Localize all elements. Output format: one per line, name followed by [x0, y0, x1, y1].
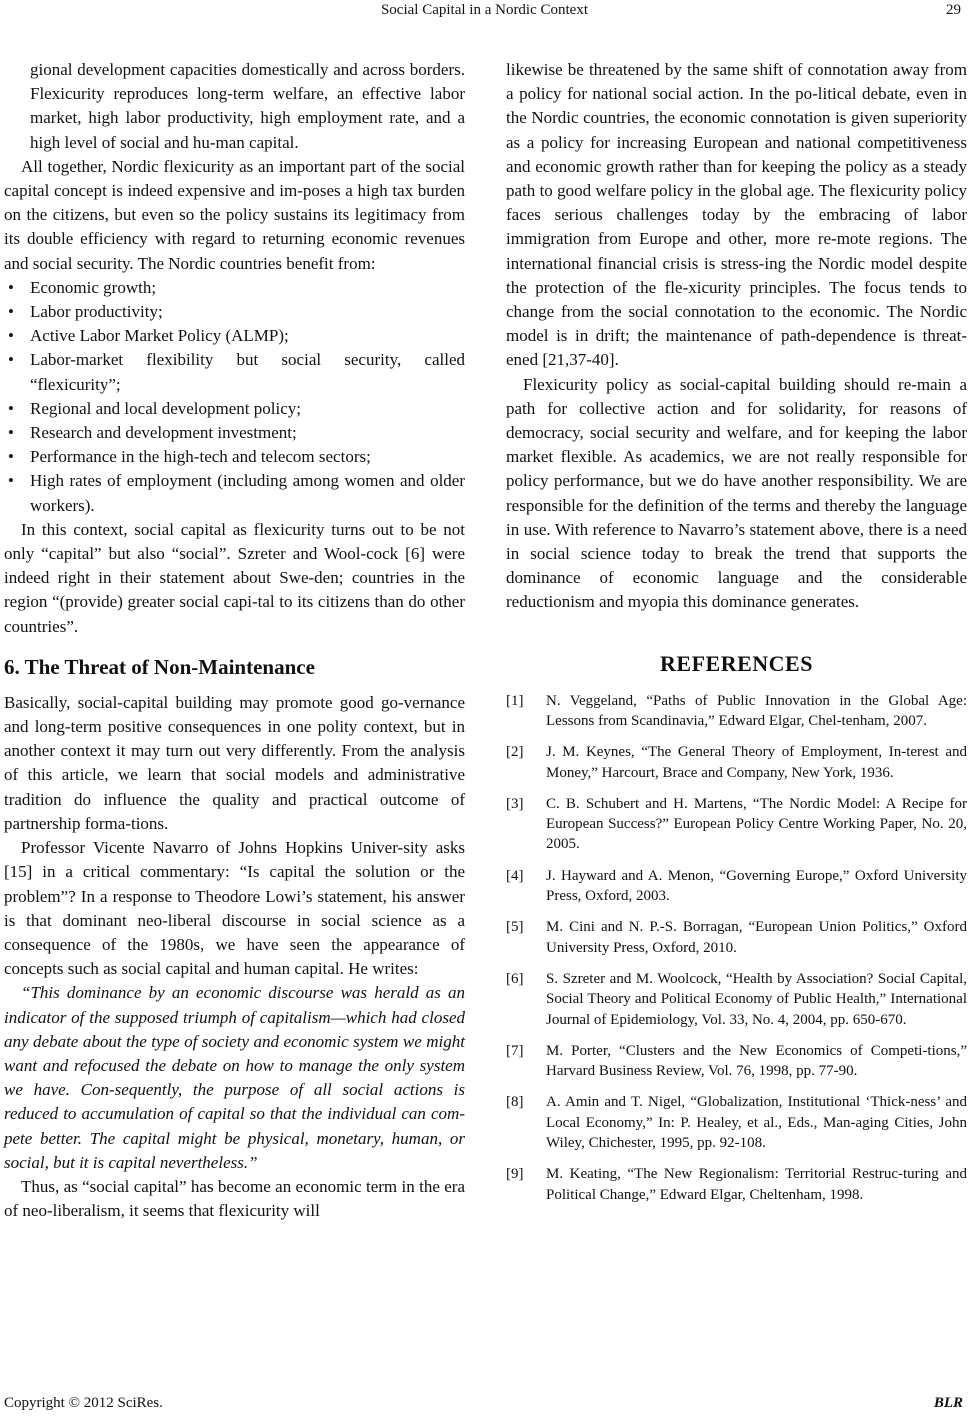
- paragraph-flexicurity: Flexicurity policy as social-capital building should re-main a path for collective action and for solidarity, for reasons of democracy, social security and welfare, and for keeping the labor market flexible. As academics, we are not really responsible for policy performance, but we do have another responsibility. We are responsible for the definition of the terms and thereby the language in use. With reference to Navarro’s statement above, there is a need in social science today to break the trend that supports the dominance of economic language and the considerable reductionism and myopia this dominance generates.: [506, 374, 967, 612]
- paragraph-context: In this context, social capital as flexicurity turns out to be not only “capital” but also “social”. Szreter and Wool-cock [6] were indeed right in their statement about Swe-den; countries in the region “(provide) greater social capi-tal to its citizens than do other countries”.: [4, 519, 465, 636]
- paragraph-thus: Thus, as “social capital” has become an economic term in the era of neo-liberalism, it seems that flexicurity will: [4, 1176, 465, 1221]
- reference-number: [6]: [506, 970, 524, 987]
- reference-text: S. Szreter and M. Woolcock, “Health by Association? Social Capital, Social Theory and Political Economy of Public Health,” International Journal of Epidemiology, Vol. 33, No. 4, 2004, pp. 650-670.: [546, 970, 967, 1028]
- reference-number: [4]: [506, 867, 524, 884]
- reference-number: [5]: [506, 919, 524, 936]
- reference-item: [506, 969, 967, 1030]
- reference-number: [2]: [506, 744, 524, 761]
- reference-item: [506, 691, 967, 732]
- reference-item: [506, 866, 967, 907]
- list-item: • Performance in the high-tech and telecom sectors;: [4, 445, 465, 469]
- reference-text: J. M. Keynes, “The General Theory of Employment, In-terest and Money,” Harcourt, Brace and Company, New York, 1936.: [546, 744, 967, 781]
- reference-text: C. B. Schubert and H. Martens, “The Nordic Model: A Recipe for European Success?” European Policy Centre Working Paper, No. 20, 2005.: [546, 795, 967, 853]
- reference-item: [506, 917, 967, 958]
- benefits-list: [4, 276, 465, 518]
- paragraph-navarro: Professor Vicente Navarro of Johns Hopkins Univer-sity asks [15] in a critical commentary: “Is capital the solution or the problem”? In a response to Theodore Lowi’s statement, his answer is that dominant neo-liberal discourse in social science as a consequence of the 1980s, we have seen the appearance of concepts such as social capital and human capital. He writes:: [4, 838, 465, 979]
- references-heading: REFERENCES: [660, 650, 813, 676]
- reference-item: [506, 1164, 967, 1205]
- right-column: [506, 58, 967, 1216]
- reference-number: [8]: [506, 1094, 524, 1111]
- list-item: • High rates of employment (including among women and older workers).: [4, 469, 465, 517]
- reference-item: [506, 794, 967, 855]
- list-item: • Active Labor Market Policy (ALMP);: [4, 324, 465, 348]
- list-item: • Regional and local development policy;: [4, 397, 465, 421]
- running-title: Social Capital in a Nordic Context: [380, 2, 589, 18]
- reference-number: [1]: [506, 692, 524, 709]
- copyright-notice: Copyright © 2012 SciRes.: [4, 1395, 163, 1411]
- reference-text: M. Cini and N. P.-S. Borragan, “European Union Politics,” Oxford University Press, Oxford, 2010.: [546, 919, 967, 956]
- page-number: 29: [946, 2, 961, 18]
- reference-item: [506, 1041, 967, 1082]
- reference-text: M. Keating, “The New Regionalism: Territorial Restruc-turing and Political Change,” Edward Elgar, Cheltenham, 1998.: [546, 1166, 967, 1203]
- reference-text: J. Hayward and A. Menon, “Governing Europe,” Oxford University Press, Oxford, 2003.: [546, 867, 967, 905]
- section-heading: 6. The Threat of Non-Maintenance: [4, 654, 315, 679]
- list-item: • Labor-market flexibility but social security, called “flexicurity”;: [4, 348, 465, 396]
- list-item: • Labor productivity;: [4, 300, 465, 324]
- reference-text: A. Amin and T. Nigel, “Globalization, Institutional ‘Thick-ness’ and Local Economy,” In: P. Healey, et al., Eds., Man-aging Cities, John Wiley, Chichester, 1995, pp. 92-108.: [546, 1094, 967, 1152]
- list-item: • Research and development investment;: [4, 421, 465, 445]
- left-column: [4, 58, 465, 1223]
- journal-abbreviation: BLR: [933, 1395, 963, 1411]
- reference-item: [506, 1092, 967, 1153]
- paragraph-likewise: likewise be threatened by the same shift of connotation away from a policy for national social action. In the po-litical debate, even in the Nordic countries, the economic connotation is given superiority as a policy for increasing European and national competitiveness and economic growth rather than for keeping the policy as a steady path to good welfare policy in the global age. The flexicurity policy faces serious challenges today by the embracing of labor immigration from Europe and other, more re-mote regions. The international financial crisis is stress-ing the Nordic model despite the protection of the fle-xicurity principles. The focus tends to change from the social connotation to the economic. The Nordic model is in drift; the maintenance of path-dependence is threat-ened [21,37-40].: [506, 60, 967, 370]
- reference-text: M. Porter, “Clusters and the New Economics of Competi-tions,” Harvard Business Review, Vol. 76, 1998, pp. 77-90.: [546, 1042, 967, 1080]
- paragraph-basically: Basically, social-capital building may promote good go-vernance and long-term positive consequences in one polity context, but in another context it may turn out very differently. From the analysis of this article, we learn that social models and administrative tradition do influence the quality and practical outcome of partnership forma-tions.: [4, 692, 465, 833]
- paragraph-together: All together, Nordic flexicurity as an important part of the social capital concept is indeed expensive and im-poses a high tax burden on the citizens, but even so the policy sustains its legitimacy from its double efficiency with regard to returning economic revenues and social security. The Nordic countries benefit from:: [4, 156, 465, 273]
- block-quote: “This dominance by an economic discourse was herald as an indicator of the supposed triumph of capitalism—which had closed any debate about the type of society and economic system we might want and refocused the debate on how to manage the only system we have. Con-sequently, the purpose of all social actions is reduced to accumulation of capital so that the individual can com-pete better. The capital might be physical, monetary, human, or social, but it is capital nevertheless.”: [4, 983, 465, 1172]
- reference-number: [3]: [506, 795, 524, 812]
- reference-number: [9]: [506, 1166, 524, 1183]
- reference-list: [506, 691, 967, 1205]
- list-item: • Economic growth;: [4, 276, 465, 300]
- reference-text: N. Veggeland, “Paths of Public Innovation in the Global Age: Lessons from Scandinavia,” Edward Elgar, Chel-tenham, 2007.: [546, 692, 967, 729]
- reference-item: [506, 742, 967, 783]
- intro-continuation: gional development capacities domestically and across borders. Flexicurity reproduces long-term welfare, an effective labor market, high labor productivity, high employment rate, and a high level of social and hu-man capital.: [30, 60, 465, 152]
- reference-number: [7]: [506, 1042, 524, 1059]
